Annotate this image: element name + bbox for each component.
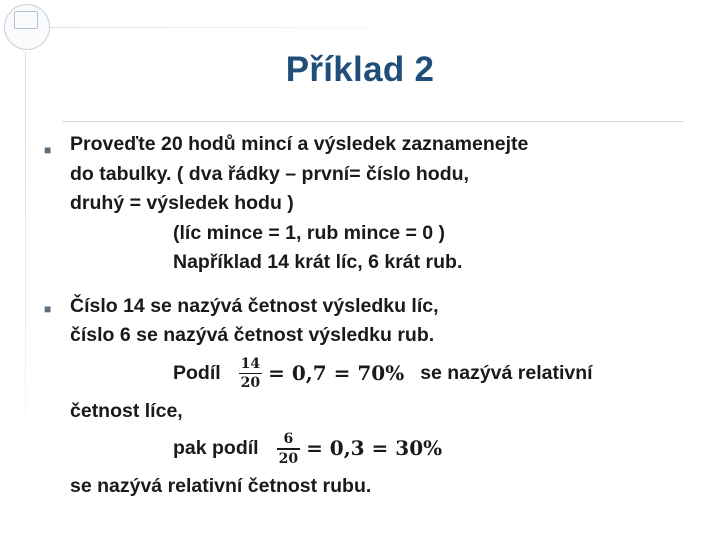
fraction-14-20: [239, 356, 262, 392]
text-line-indented: Například 14 krát líc, 6 krát rub.: [173, 251, 463, 273]
fraction-6-20: [277, 431, 300, 467]
bullet-item-2: [44, 292, 704, 502]
top-decor-line: [50, 27, 470, 28]
school-logo-icon: [4, 4, 50, 50]
title-divider: [62, 121, 684, 122]
square-bullet-icon: ■: [44, 143, 52, 157]
left-decor-line: [25, 52, 26, 447]
text-line: se nazývá relativní četnost rubu.: [70, 475, 372, 497]
text-line-indented: (líc mince = 1, rub mince = 0 ): [173, 221, 446, 244]
fraction-numerator: 6: [283, 431, 294, 448]
slide-content: [44, 130, 704, 502]
bullet-item-1: [44, 130, 704, 278]
fraction-numerator: 14: [240, 355, 261, 372]
fraction-denominator: 20: [240, 375, 261, 392]
text-line: Číslo 14 se nazývá četnost výsledku líc,: [70, 294, 439, 317]
logo-book-icon: [14, 11, 38, 29]
fraction-bar: [277, 448, 300, 450]
text-line: druhý = výsledek hodu ): [70, 192, 294, 214]
equation-line-1: [44, 351, 704, 397]
equation-prefix: pak podíl: [173, 437, 259, 460]
equation-math: = 0,7 = 70%: [268, 360, 405, 385]
text-line: četnost líce,: [70, 399, 183, 422]
text-line: číslo 6 se nazývá četnost výsledku rub.: [70, 324, 435, 346]
text-line: Proveďte 20 hodů mincí a výsledek zaznamenejte: [70, 133, 529, 155]
text-line: do tabulky. ( dva řádky – první= číslo hodu,: [70, 162, 469, 185]
equation-suffix: se nazývá relativní: [420, 361, 593, 384]
equation-math: = 0,3 = 30%: [306, 436, 443, 461]
equation-prefix: Podíl: [173, 361, 221, 384]
square-bullet-icon: ■: [44, 301, 52, 316]
fraction-bar: [239, 373, 262, 375]
fraction-denominator: 20: [278, 450, 299, 467]
slide-title: Příklad 2: [285, 50, 435, 89]
equation-line-2: [44, 426, 704, 472]
